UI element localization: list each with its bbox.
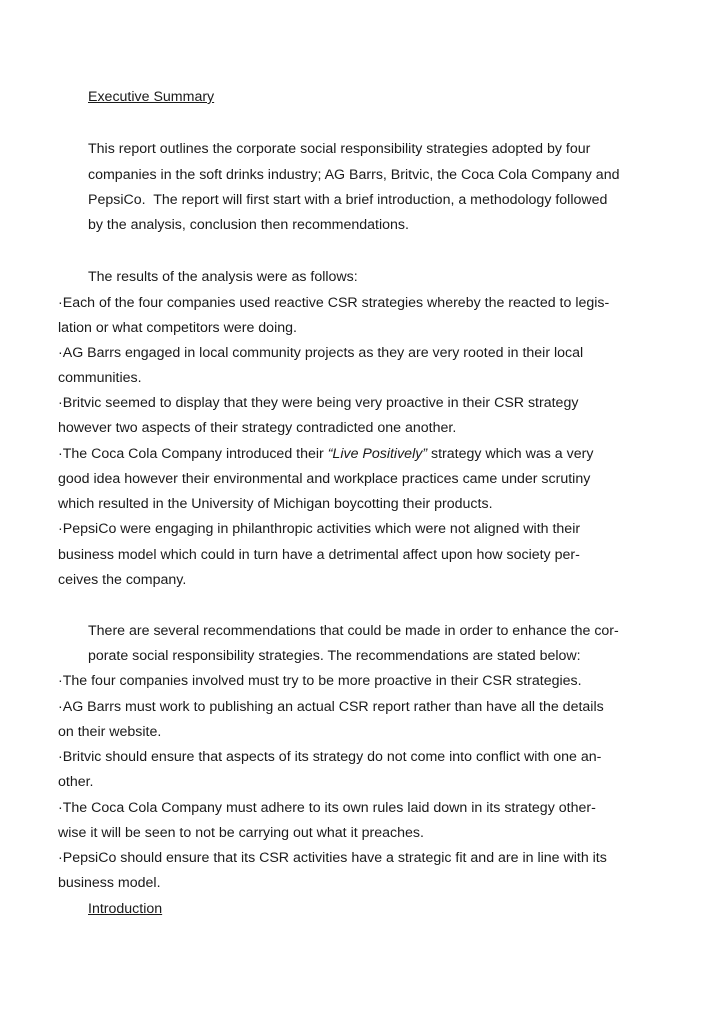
intro-line: This report outlines the corporate social responsibility strategies adopted by four: [88, 141, 591, 157]
recommendation-line: ·Britvic should ensure that aspects of its strategy do not come into conflict with one an-: [58, 749, 602, 765]
results-line-coca-cola: [58, 445, 593, 463]
coca-line-after: strategy which was a very: [427, 446, 594, 462]
results-line: however two aspects of their strategy contradicted one another.: [58, 420, 457, 436]
results-line: which resulted in the University of Michigan boycotting their products.: [58, 496, 493, 512]
intro-line: companies in the soft drinks industry; AG Barrs, Britvic, the Coca Cola Company and: [88, 167, 620, 183]
recommendation-line: ·The Coca Cola Company must adhere to its own rules laid down in its strategy other-: [58, 800, 596, 816]
introduction-heading: Introduction: [88, 901, 163, 917]
executive-summary-heading: Executive Summary: [88, 89, 215, 105]
recommendation-line: ·AG Barrs must work to publishing an actual CSR report rather than have all the details: [58, 699, 604, 715]
recommendation-line: ·The four companies involved must try to be more proactive in their CSR strategies.: [58, 673, 582, 689]
results-line: ·Each of the four companies used reactive CSR strategies whereby the reacted to legis-: [58, 295, 610, 311]
coca-line-before: ·The Coca Cola Company introduced their: [58, 446, 328, 462]
results-line: business model which could in turn have a detrimental affect upon how society per-: [58, 547, 580, 563]
results-line: ·AG Barrs engaged in local community projects as they are very rooted in their local: [58, 345, 584, 361]
recommendation-line: business model.: [58, 875, 161, 891]
recommendations-intro-line: porate social responsibility strategies. The recommendations are stated below:: [88, 648, 581, 664]
results-line: ·PepsiCo were engaging in philanthropic activities which were not aligned with their: [58, 521, 581, 537]
recommendation-line: on their website.: [58, 724, 162, 740]
recommendation-line: other.: [58, 774, 94, 790]
results-line: communities.: [58, 370, 142, 386]
results-line: lation or what competitors were doing.: [58, 320, 297, 336]
recommendation-line: wise it will be seen to not be carrying out what it preaches.: [58, 825, 424, 841]
recommendations-intro-line: There are several recommendations that could be made in order to enhance the cor-: [88, 623, 619, 639]
recommendation-line: ·PepsiCo should ensure that its CSR activities have a strategic fit and are in line with its: [58, 850, 607, 866]
results-line: good idea however their environmental and workplace practices came under scrutiny: [58, 471, 591, 487]
results-heading: The results of the analysis were as follows:: [88, 269, 358, 285]
intro-line: by the analysis, conclusion then recommendations.: [88, 217, 409, 233]
live-positively-emphasis: “Live Positively”: [327, 446, 428, 462]
results-line: ·Britvic seemed to display that they were being very proactive in their CSR strategy: [58, 395, 579, 411]
results-line: ceives the company.: [58, 572, 187, 588]
intro-line: PepsiCo. The report will first start with a brief introduction, a methodology followed: [88, 192, 608, 208]
